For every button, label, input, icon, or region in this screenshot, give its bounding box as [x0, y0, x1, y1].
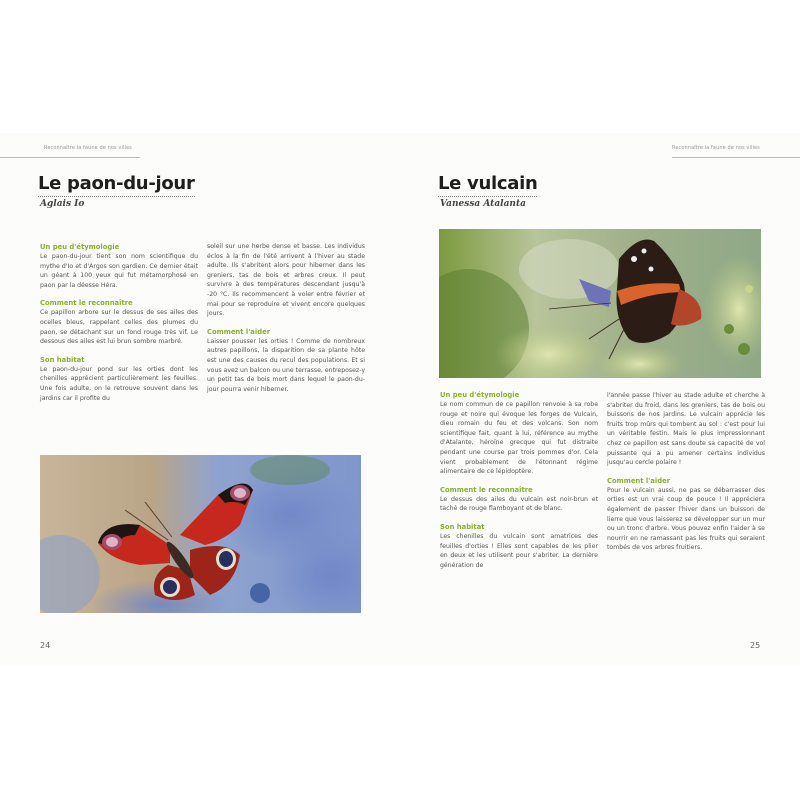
section-body: Le nom commun de ce papillon renvoie à sa robe rouge et noire qui évoque les forges de Vulcain, dieu romain du feu et des volcans. Son nom scientifique fait, quant à lui, référence au mythe d'Atalante, héroïne grecque qui fut distraite pendant une course par trois pommes d'or. Cela vient probablement de l'étonnant régime alimentaire de ce lépidoptère.	[440, 401, 598, 476]
text-column-1	[40, 242, 198, 403]
text-column-2	[207, 242, 365, 394]
section-body: Laisser pousser les orties ! Comme de nombreux autres papillons, la disparition de sa plante hôte est une des causes du recul des populations. Et si vous avez un balcon ou une terrasse, entreposez-y un petit tas de bois mort dans lequel le paon-du-jour pourra venir hiberner.	[207, 337, 365, 393]
section-body-continued: l'année passe l'hiver au stade adulte et cherche à s'abriter du froid, dans les greniers, tas de bois ou buissons de nos jardins. Le vulcain apprécie les fruits trop mûrs qui tombent au sol : c'est pour lui un véritable festin. Mais le plus impressionnant chez ce papillon est sans doute sa capacité de vol puissante qui a pu amener certains individus jusqu'au cercle polaire !	[607, 392, 765, 467]
header-rule	[0, 157, 140, 158]
section-heading: Comment le reconnaître	[440, 485, 533, 494]
right-page	[400, 133, 800, 665]
running-head: Reconnaître la faune de nos villes	[44, 145, 132, 151]
section-body: Pour le vulcain aussi, ne pas se débarrasser des orties est un vrai coup de pouce ! Il appréciera également de passer l'hiver dans un buisson de lierre que vous laisserez se développer sur un mur ou un tronc d'arbre. Vous pouvez enfin l'aider à se nourrir en ne ramassant pas les fruits qui seraient tombés de vos arbres fruitiers.	[607, 486, 765, 552]
section-heading: Son habitat	[40, 355, 85, 364]
book-spread	[0, 133, 800, 665]
section-heading: Son habitat	[440, 522, 485, 531]
section-heading: Comment l'aider	[207, 327, 271, 336]
latin-name: Aglais Io	[40, 199, 85, 209]
left-page	[0, 133, 400, 665]
page-number: 25	[750, 641, 761, 650]
page-title: Le vulcain	[438, 173, 537, 197]
section-heading: Comment le reconnaître	[40, 299, 133, 308]
section-body: Les chenilles du vulcain sont amatrices des feuilles d'orties ! Elles sont capables de les plier en deux et les utilisent pour s'abriter. La dernière génération de	[440, 532, 598, 569]
text-column-2	[607, 391, 765, 553]
page-title: Le paon-du-jour	[38, 173, 195, 197]
section-body: Le dessus des ailes du vulcain est noir-brun et taché de rouge flamboyant et de blanc.	[440, 495, 598, 513]
section-heading: Comment l'aider	[607, 476, 671, 485]
latin-name: Vanessa Atalanta	[440, 199, 526, 209]
section-body: Ce papillon arbore sur le dessus de ses ailes des ocelles bleus, rappelant celles des plumes du paon, se détachant sur un fond rouge très vif. Le dessous des ailes est lui brun sombre marbré.	[40, 309, 198, 346]
section-body: Le paon-du-jour tient son nom scientifique du mythe d'Io et d'Argos son gardien. Ce dernier était un géant à 100 yeux qui fut métamorphosé en paon par la déesse Héra.	[40, 253, 198, 289]
text-column-1	[440, 390, 598, 570]
page-number: 24	[40, 641, 51, 650]
section-body: Le paon-du-jour pond sur les orties dont les chenilles apprécient particulièrement les feuilles. Une fois adulte, on le retrouve souvent dans les jardins car il profite du	[40, 365, 198, 402]
header-rule	[672, 157, 800, 158]
peacock-butterfly-photo	[40, 455, 361, 613]
red-admiral-butterfly-photo	[439, 229, 761, 378]
section-heading: Un peu d'étymologie	[40, 243, 120, 251]
section-body-continued: soleil sur une herbe dense et basse. Les individus éclos à la fin de l'été arrivent à l'hiver au stade adulte. Ils s'abritent alors pour hiberner dans les greniers, tas de bois et arbres creux. Il peut survivre à des températures descendant jusqu'à -20 °C. Ils recommencent à voler entre février et mai pour se reproduire et vivent encore quelques jours.	[207, 243, 365, 318]
running-head: Reconnaître la faune de nos villes	[672, 145, 760, 151]
section-heading: Un peu d'étymologie	[440, 391, 520, 399]
